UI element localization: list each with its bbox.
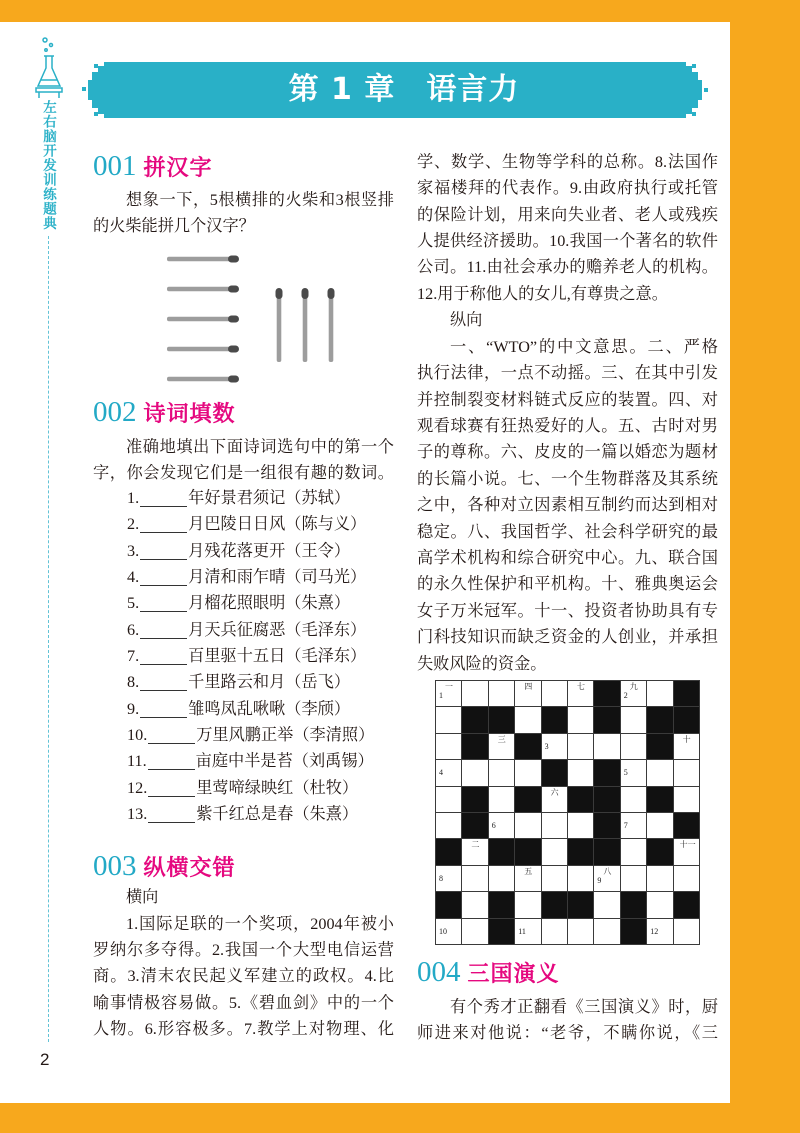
- text-line: 的火柴能拼几个汉字？: [93, 217, 255, 236]
- text-line: 门科技知识而缺乏资金的人创业，并承担: [417, 628, 718, 647]
- item-number: 10.: [127, 725, 148, 744]
- text-line: 观看球赛有狂热爱好的人。五、古时对男: [417, 416, 718, 435]
- crossword-cell: [594, 734, 619, 759]
- match-stick: [167, 377, 233, 382]
- section-heading-001: [93, 150, 213, 182]
- text-line: 12.用于称他人的女儿,有尊贵之意。: [417, 284, 668, 303]
- poem-blank-item: [127, 748, 395, 774]
- item-text: 紫千红总是春（朱熹）: [196, 804, 359, 823]
- crossword-cell: [489, 734, 514, 759]
- crossword-black-cell: [594, 813, 619, 838]
- clue-number: 12: [650, 926, 659, 936]
- crossword-cell: [515, 681, 540, 706]
- crossword-cell: [594, 892, 619, 917]
- text-line: 1.国际足联的一个奖项，2004年被小: [126, 914, 394, 933]
- poem-blank-item: [127, 696, 395, 722]
- crossword-cell: [568, 813, 593, 838]
- clue-number: 11: [518, 926, 526, 936]
- match-head: [228, 316, 239, 323]
- crossword-black-cell: [489, 892, 514, 917]
- clue-numeral: 三: [497, 734, 506, 744]
- crossword-cell: [542, 919, 567, 944]
- horizontal-match: [167, 346, 239, 353]
- poem-blank-item: [127, 775, 395, 801]
- text-line: 想象一下，5根横排的火柴和3根竖排: [126, 191, 394, 209]
- crossword-cell: [674, 919, 699, 944]
- crossword-black-cell: [462, 734, 487, 759]
- across-clues-right: [417, 149, 718, 307]
- section-title: 三国演义: [467, 962, 560, 987]
- fill-in-blank: [148, 808, 195, 823]
- match-head: [276, 288, 283, 299]
- match-stick: [303, 294, 308, 362]
- page-number: 2: [40, 1050, 50, 1069]
- crossword-cell: [436, 734, 461, 759]
- crossword-cell: [568, 866, 593, 891]
- crossword-black-cell: [594, 681, 619, 706]
- clue-number: 5: [623, 768, 628, 778]
- across-label: 横向: [126, 888, 159, 906]
- crossword-cell: [436, 787, 461, 812]
- text-line: 学、数学、生物等学科的总称。8.法国作: [417, 152, 718, 171]
- matchstick-figure: [160, 250, 350, 390]
- clue-number: 8: [439, 873, 443, 883]
- fill-in-blank: [140, 518, 187, 533]
- crossword-cell: [542, 734, 567, 759]
- crossword-cell: [621, 760, 646, 785]
- poem-blank-item: [127, 722, 395, 748]
- crossword-black-cell: [568, 787, 593, 812]
- item-text: 月榴花照眼明（朱熹）: [188, 594, 351, 613]
- poem-blank-item: [127, 617, 395, 643]
- item-text: 月天兵征腐恶（毛泽东）: [188, 620, 367, 639]
- crossword-cell: [621, 787, 646, 812]
- side-dashed-rule: [48, 236, 49, 1042]
- crossword-cell: [647, 866, 672, 891]
- crossword-cell: [568, 734, 593, 759]
- poem-fill-in-list: [127, 485, 395, 827]
- crossword-cell: [568, 707, 593, 732]
- match-head: [228, 256, 239, 263]
- crossword-cell: [489, 813, 514, 838]
- item-text: 月清和雨乍晴（司马光）: [188, 567, 367, 586]
- text-line: 人物。6.形容极多。7.教学上对物理、化: [93, 1020, 394, 1039]
- clue-numeral: 四: [524, 682, 533, 691]
- item-text: 亩庭中半是苔（刘禹锡）: [195, 752, 374, 771]
- crossword-black-cell: [674, 813, 699, 838]
- text-line: 的长篇小说。七、一个生物群落及其系统: [417, 469, 718, 488]
- crossword-black-cell: [647, 707, 672, 732]
- crossword-cell: [594, 919, 619, 944]
- text-line: 执行法律，一点不动摇。三、在其中引发: [417, 364, 718, 383]
- crossword-cell: [515, 919, 540, 944]
- item-text: 年好景君须记（苏轼）: [188, 489, 351, 507]
- crossword-cell: [647, 681, 672, 706]
- crossword-cell: [436, 707, 461, 732]
- match-head: [302, 288, 309, 299]
- item-number: 9.: [127, 699, 140, 718]
- item-number: 1.: [127, 489, 140, 507]
- item-number: 2.: [127, 515, 140, 534]
- text-line: 稳定。八、我国哲学、社会科学研究的最: [417, 522, 718, 541]
- crossword-black-cell: [594, 760, 619, 785]
- fill-in-blank: [148, 755, 195, 770]
- crossword-black-cell: [674, 681, 699, 706]
- crossword-black-cell: [489, 707, 514, 732]
- item-text: 月残花落更开（王令）: [188, 541, 351, 560]
- match-head: [228, 286, 239, 293]
- text-line: 准确地填出下面诗词选句中的第一个: [126, 438, 394, 456]
- poem-blank-item: [127, 564, 395, 590]
- poem-blank-item: [127, 538, 395, 564]
- crossword-cell: [436, 813, 461, 838]
- crossword-cell: [647, 760, 672, 785]
- match-stick: [329, 294, 334, 362]
- text-line: 喻事情极容易做。5.《碧血剑》中的一个: [93, 993, 394, 1012]
- fill-in-blank: [140, 545, 187, 560]
- crossword-cell: [542, 839, 567, 864]
- section-number: 004: [417, 956, 461, 988]
- crossword-cell: [489, 866, 514, 891]
- text-line: 女子万米冠军。十一、投资者协助具有专: [417, 601, 718, 620]
- clue-number: 4: [439, 768, 443, 778]
- crossword-cell: [462, 919, 487, 944]
- match-stick: [167, 317, 233, 322]
- crossword-black-cell: [647, 839, 672, 864]
- text-line: 之中，各种对立因素相互制约而达到相对: [417, 496, 718, 515]
- crossword-black-cell: [568, 839, 593, 864]
- item-number: 8.: [127, 673, 140, 692]
- clue-number: 9: [597, 875, 602, 885]
- match-head: [328, 288, 335, 299]
- crossword-cell: [568, 760, 593, 785]
- fill-in-blank: [140, 650, 187, 665]
- crossword-cell: [621, 707, 646, 732]
- crossword-cell: [515, 892, 540, 917]
- match-stick: [167, 347, 233, 352]
- crossword-cell: [674, 839, 699, 864]
- fill-in-blank: [148, 782, 195, 797]
- crossword-cell: [489, 787, 514, 812]
- crossword-black-cell: [542, 707, 567, 732]
- across-clues-left: [93, 911, 394, 1043]
- match-stick: [277, 294, 282, 362]
- crossword-cell: [594, 866, 619, 891]
- poem-blank-item: [127, 485, 395, 511]
- match-head: [228, 346, 239, 353]
- chapter-title: 第 1 章 语言力: [288, 72, 520, 107]
- crossword-black-cell: [436, 839, 461, 864]
- crossword-cell: [647, 813, 672, 838]
- crossword-black-cell: [568, 892, 593, 917]
- item-number: 7.: [127, 646, 140, 665]
- text-line: 并控制裂变材料链式反应的装置。四、对: [417, 390, 718, 409]
- crossword-cell: [621, 734, 646, 759]
- crossword-cell: [462, 681, 487, 706]
- crossword-cell: [515, 707, 540, 732]
- section-title: 纵横交错: [143, 856, 236, 881]
- crossword-black-cell: [515, 734, 540, 759]
- clue-number: 2: [623, 691, 628, 700]
- text-line: 商。3.清末农民起义军建立的政权。4.比: [93, 967, 394, 986]
- poem-blank-item: [127, 801, 395, 827]
- crossword-cell: [568, 681, 593, 706]
- fill-in-blank: [140, 492, 187, 507]
- across-label-block: [93, 884, 394, 910]
- crossword-cell: [489, 760, 514, 785]
- clue-numeral: 二: [471, 840, 480, 850]
- text-line: 失败风险的资金。: [417, 654, 547, 673]
- crossword-black-cell: [674, 892, 699, 917]
- crossword-cell: [436, 681, 461, 706]
- crossword-cell: [462, 760, 487, 785]
- section-001-text: [93, 187, 394, 240]
- crossword-black-cell: [594, 839, 619, 864]
- crossword-black-cell: [489, 919, 514, 944]
- crossword-black-cell: [515, 839, 540, 864]
- horizontal-match: [167, 256, 239, 263]
- item-number: 6.: [127, 620, 140, 639]
- item-text: 月巴陵日日风（陈与义）: [188, 515, 367, 534]
- clue-number: 10: [439, 926, 447, 936]
- crossword-cell: [621, 813, 646, 838]
- crossword-cell: [674, 760, 699, 785]
- crossword-black-cell: [647, 734, 672, 759]
- item-number: 3.: [127, 541, 140, 560]
- text-line: 有个秀才正翻看《三国演义》时，厨: [450, 998, 718, 1016]
- crossword-cell: [647, 892, 672, 917]
- text-line: 的保险计划，用来向失业者、老人或残疾: [417, 205, 718, 224]
- crossword-cell: [515, 760, 540, 785]
- down-label-block: [417, 307, 718, 333]
- horizontal-match: [167, 286, 239, 293]
- section-number: 001: [93, 150, 137, 182]
- poem-blank-item: [127, 590, 395, 616]
- crossword-black-cell: [462, 813, 487, 838]
- crossword-cell: [462, 892, 487, 917]
- section-title: 拼汉字: [143, 156, 213, 181]
- poem-blank-item: [127, 643, 395, 669]
- fill-in-blank: [148, 729, 195, 744]
- clue-numeral: 六: [550, 787, 559, 797]
- flask-icon: [33, 36, 65, 100]
- poem-blank-item: [127, 511, 395, 537]
- clue-numeral: 十一: [679, 840, 696, 850]
- item-text: 百里驱十五日（毛泽东）: [188, 646, 367, 665]
- clue-numeral: 八: [603, 866, 612, 876]
- crossword-cell: [462, 839, 487, 864]
- clue-numeral: 五: [524, 866, 533, 876]
- book-side-title: 左右脑开发训练题典: [40, 100, 56, 231]
- vertical-match: [328, 288, 335, 362]
- crossword-cell: [674, 787, 699, 812]
- crossword-cell: [436, 866, 461, 891]
- crossword-cell: [621, 839, 646, 864]
- fill-in-blank: [140, 676, 187, 691]
- fill-in-blank: [140, 597, 187, 612]
- item-text: 千里路云和月（岳飞）: [188, 673, 351, 692]
- crossword-cell: [621, 866, 646, 891]
- crossword-black-cell: [621, 892, 646, 917]
- text-line: 家福楼拜的代表作。9.由政府执行或托管: [417, 179, 718, 198]
- horizontal-match: [167, 376, 239, 383]
- section-heading-003: [93, 850, 236, 882]
- crossword-black-cell: [462, 707, 487, 732]
- section-number: 003: [93, 850, 137, 882]
- crossword-cell: [462, 866, 487, 891]
- item-number: 11.: [127, 752, 147, 771]
- crossword-cell: [674, 734, 699, 759]
- match-stick: [167, 287, 233, 292]
- crossword-cell: [647, 919, 672, 944]
- clue-numeral: 十: [682, 734, 691, 744]
- crossword-black-cell: [542, 760, 567, 785]
- item-number: 4.: [127, 567, 140, 586]
- down-clues: [417, 334, 718, 677]
- section-heading-004: [417, 956, 560, 988]
- crossword-black-cell: [462, 787, 487, 812]
- crossword-cell: [515, 866, 540, 891]
- vertical-match: [302, 288, 309, 362]
- crossword-cell: [542, 866, 567, 891]
- text-line: 一、“WTO”的中文意思。二、严格: [450, 337, 718, 356]
- text-line: 子的尊称。六、皮皮的一篇以婚恋为题材: [417, 443, 718, 462]
- crossword-black-cell: [621, 919, 646, 944]
- crossword-black-cell: [647, 787, 672, 812]
- item-text: 雏鸣凤乱啾啾（李颀）: [188, 699, 351, 718]
- crossword-cell: [568, 919, 593, 944]
- text-line: 的永久性保护和平机构。十、雅典奥运会: [417, 575, 718, 594]
- text-line: 高学术机构和综合研究中心。九、联合国: [417, 548, 718, 567]
- item-text: 里莺啼绿映红（杜牧）: [196, 778, 359, 797]
- text-line: 公司。11.由社会承办的赡养老人的机构。: [417, 258, 718, 277]
- crossword-black-cell: [436, 892, 461, 917]
- section-heading-002: [93, 396, 236, 428]
- fill-in-blank: [140, 703, 187, 718]
- item-number: 12.: [127, 778, 148, 797]
- fill-in-blank: [140, 571, 187, 586]
- crossword-cell: [542, 813, 567, 838]
- clue-number: 3: [544, 741, 549, 751]
- crossword-black-cell: [542, 892, 567, 917]
- section-title: 诗词填数: [143, 402, 236, 427]
- vertical-match: [276, 288, 283, 362]
- crossword-black-cell: [594, 787, 619, 812]
- section-004-text: [417, 994, 718, 1047]
- fill-in-blank: [140, 624, 187, 639]
- crossword-cell: [515, 813, 540, 838]
- match-head: [228, 376, 239, 383]
- text-line: 师进来对他说：“老爷，不瞒你说，《三: [417, 1024, 718, 1043]
- clue-numeral: 七: [576, 682, 585, 691]
- clue-numeral: 一: [445, 682, 453, 691]
- crossword-cell: [489, 681, 514, 706]
- crossword-black-cell: [489, 839, 514, 864]
- crossword-cell: [436, 760, 461, 785]
- clue-number: 7: [623, 820, 628, 830]
- crossword-black-cell: [674, 707, 699, 732]
- clue-numeral: 九: [629, 682, 638, 691]
- match-stick: [167, 257, 233, 262]
- clue-number: 6: [491, 820, 496, 830]
- item-number: 13.: [127, 804, 148, 823]
- crossword-cell: [542, 787, 567, 812]
- crossword-cell: [674, 866, 699, 891]
- text-line: 罗纳尔多夺得。2.我国一个大型电信运营: [93, 940, 394, 959]
- crossword-cell: [542, 681, 567, 706]
- item-text: 万里风鹏正举（李清照）: [196, 725, 375, 744]
- crossword-cell: [621, 681, 646, 706]
- down-label: 纵向: [450, 311, 483, 330]
- text-line: 字，你会发现它们是一组很有趣的数词。: [93, 464, 394, 483]
- item-number: 5.: [127, 594, 140, 613]
- crossword-grid: [435, 680, 700, 945]
- clue-number: 1: [439, 691, 443, 700]
- crossword-cell: [436, 919, 461, 944]
- section-002-text: [93, 434, 394, 487]
- text-line: 人提供经济援助。10.我国一个著名的软件: [417, 232, 718, 251]
- section-number: 002: [93, 396, 137, 428]
- crossword-black-cell: [594, 707, 619, 732]
- horizontal-match: [167, 316, 239, 323]
- poem-blank-item: [127, 669, 395, 695]
- crossword-black-cell: [515, 787, 540, 812]
